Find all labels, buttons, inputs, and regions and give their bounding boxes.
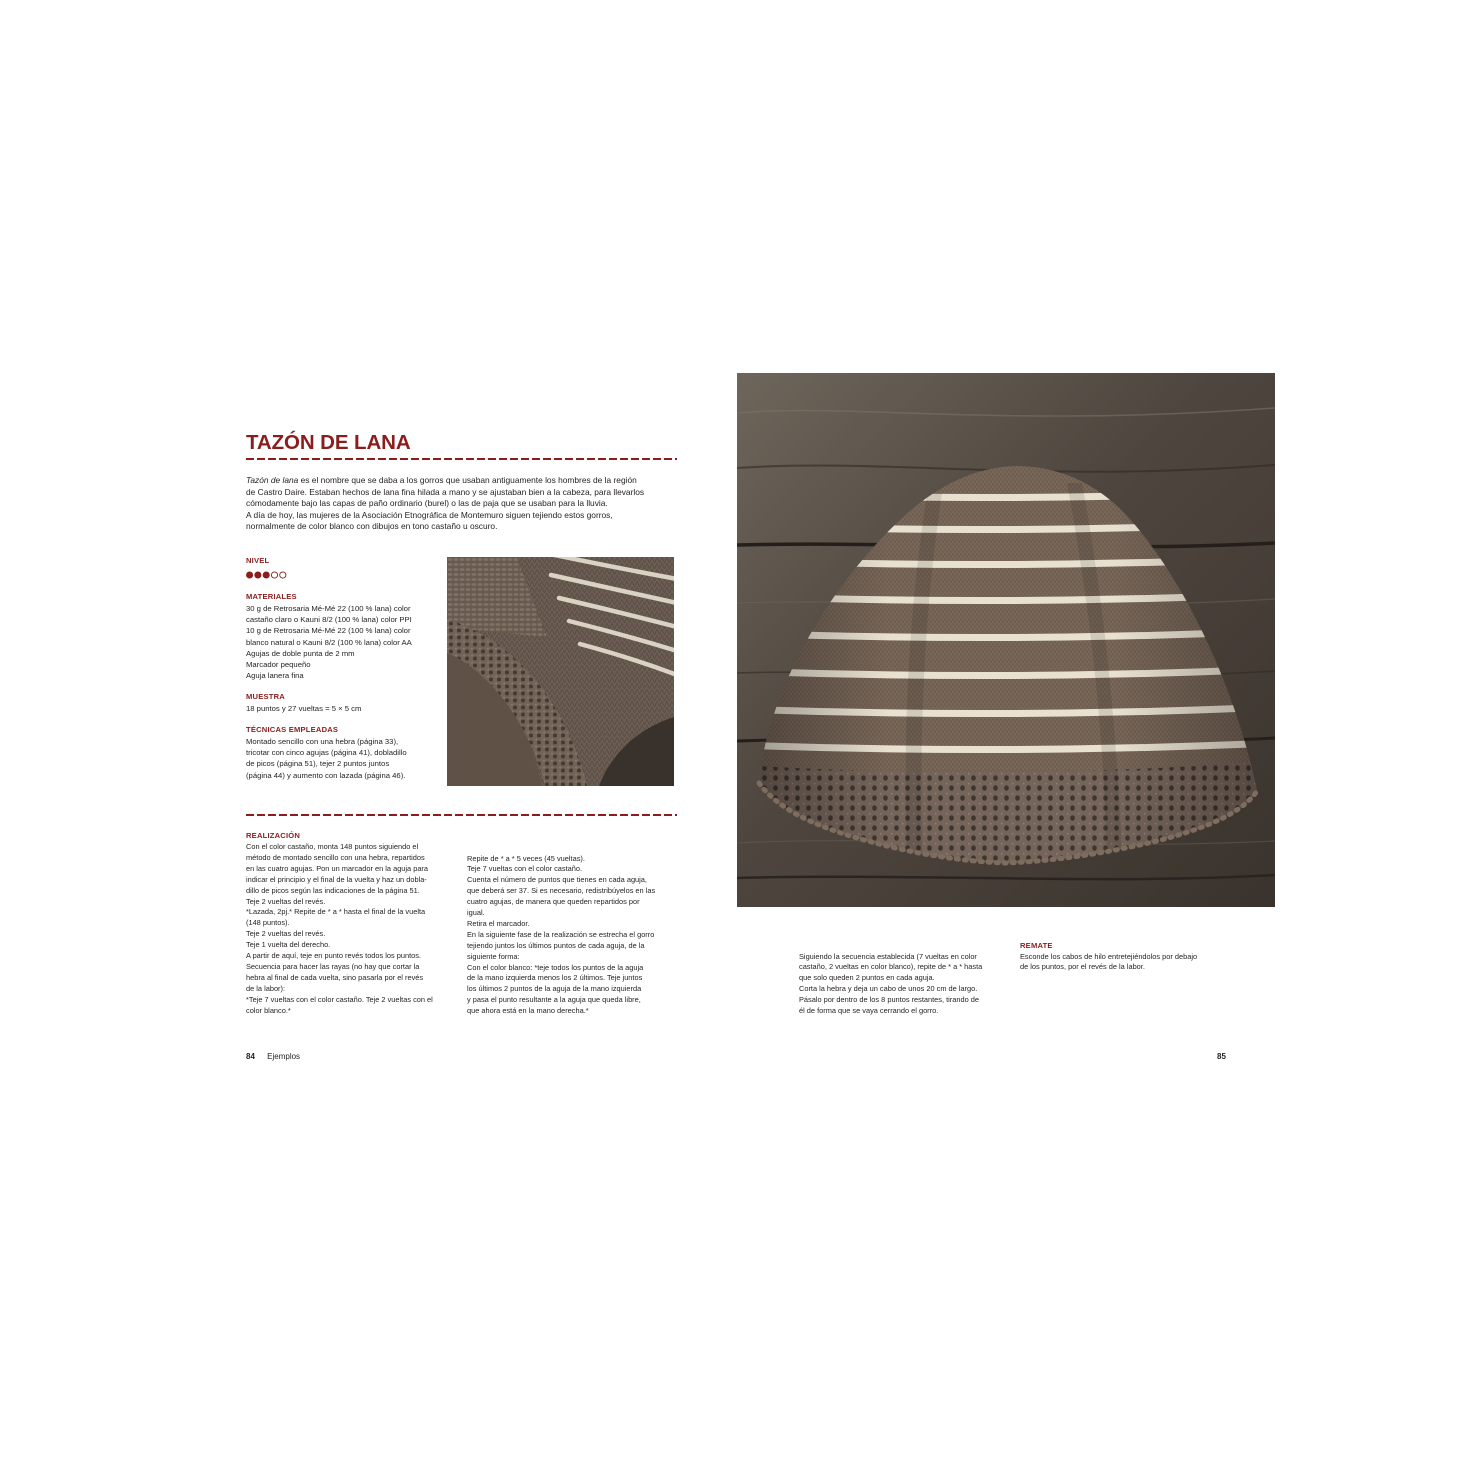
- finishing-line: Esconde los cabos de hilo entretejiéndolos por debajo: [1020, 951, 1198, 961]
- techniques-list: [246, 736, 441, 781]
- materials-line: blanco natural o Kauni 8/2 (100 % lana) color AA: [246, 637, 412, 647]
- intro-line: normalmente de color blanco con dibujos en tono castaño u oscuro.: [246, 521, 498, 532]
- instructions-line: Repite de * a * 5 veces (45 vueltas).: [467, 853, 585, 863]
- instructions-line: Cuenta el número de puntos que tienes en cada aguja,: [467, 875, 647, 885]
- title-divider: [246, 458, 677, 460]
- techniques-line: Montado sencillo con una hebra (página 33),: [246, 737, 399, 746]
- instructions-line: hebra al final de cada vuelta, sino pasarla por el revés: [246, 972, 424, 982]
- instructions-line: que ahora está en la mano derecha.*: [467, 1006, 589, 1016]
- instructions-line: él de forma que se vaya cerrando el gorro.: [799, 1006, 939, 1016]
- left-page-footer: [246, 1052, 300, 1062]
- instructions-line: los últimos 2 puntos de la aguja de la mano izquierda: [467, 984, 642, 994]
- instructions-line: Teje 2 vueltas del revés.: [246, 896, 326, 906]
- materials-label: MATERIALES: [246, 592, 297, 601]
- finishing-line: de los puntos, por el revés de la labor.: [1020, 962, 1145, 972]
- right-page-footer: [1217, 1052, 1226, 1062]
- page-number: 84: [246, 1052, 255, 1061]
- instructions-line: que solo queden 2 puntos en cada aguja.: [799, 973, 935, 983]
- materials-line: castaño claro o Kauni 8/2 (100 % lana) color PPI: [246, 615, 412, 625]
- level-label: NIVEL: [246, 556, 270, 565]
- level-dot: [255, 572, 261, 578]
- instructions-line: de la labor):: [246, 983, 286, 993]
- materials-line: Agujas de doble punta de 2 mm: [246, 648, 355, 658]
- techniques-line: (página 44) y aumento con lazada (página 46).: [246, 770, 406, 780]
- intro-line-text: es el nombre que se daba a los gorros que usaban antiguamente los hombres de la región: [298, 475, 637, 485]
- hat-detail-photo: [447, 557, 674, 786]
- instructions-line: en las cuatro agujas. Pon un marcador en la aguja para: [246, 863, 429, 873]
- instructions-column-1: [246, 842, 456, 1017]
- intro-line: cómodamente bajo las capas de paño ordinario (burel) o las de paja que se usaban para la lluvia.: [246, 498, 608, 509]
- materials-list: [246, 603, 441, 681]
- instructions-line: castaño, 2 vueltas en color blanco), repite de * a * hasta: [799, 962, 983, 972]
- instructions-line: método de montado sencillo con una hebra, repartidos: [246, 852, 425, 862]
- techniques-line: de picos (página 51), tejer 2 puntos juntos: [246, 759, 390, 769]
- instructions-line: que deberá ser 37. Si es necesario, redistribúyelos en las: [467, 886, 656, 896]
- sample-label: MUESTRA: [246, 692, 285, 701]
- instructions-line: (148 puntos).: [246, 918, 290, 928]
- materials-line: Marcador pequeño: [246, 660, 311, 670]
- photo-shade: [447, 557, 674, 786]
- instructions-line: indicar el principio y el final de la vuelta y haz un dobla-: [246, 874, 427, 884]
- instructions-line: *Teje 7 vueltas con el color castaño. Teje 2 vueltas con el: [246, 994, 433, 1004]
- intro-lead-italic: Tazón de lana: [246, 475, 299, 485]
- running-section-title: Ejemplos: [267, 1052, 301, 1061]
- instructions-line: Secuencia para hacer las rayas (no hay que cortar la: [246, 961, 420, 971]
- instructions-line: En la siguiente fase de la realización se estrecha el gorro: [467, 929, 655, 939]
- instructions-line: de la mano izquierda menos los 2 últimos. Teje juntos: [467, 973, 643, 983]
- instructions-line: Retira el marcador.: [467, 918, 530, 928]
- instructions-line: Con el color blanco: *teje todos los puntos de la aguja: [467, 962, 644, 972]
- instructions-line: y pasa el punto resultante a la aguja que queda libre,: [467, 995, 641, 1005]
- instructions-line: Teje 7 vueltas con el color castaño.: [467, 864, 583, 874]
- level-dot: [280, 572, 286, 578]
- intro-paragraph: [246, 475, 686, 533]
- materials-line: 10 g de Retrosaria Mé-Mé 22 (100 % lana) color: [246, 626, 411, 636]
- intro-line: [246, 475, 686, 487]
- techniques-line: tricotar con cinco agujas (página 41), dobladillo: [246, 748, 407, 758]
- instructions-line: dillo de picos según las indicaciones de la página 51.: [246, 885, 420, 895]
- pattern-title: TAZÓN DE LANA: [246, 431, 411, 454]
- intro-line: A día de hoy, las mujeres de la Asociación Etnográfica de Montemuro siguen tejiendo estos gorros,: [246, 509, 613, 520]
- page-number: 85: [1217, 1052, 1226, 1061]
- level-dot: [271, 572, 277, 578]
- instructions-line: color blanco.*: [246, 1005, 291, 1015]
- instructions-label: REALIZACIÓN: [246, 831, 301, 840]
- materials-line: 30 g de Retrosaria Mé-Mé 22 (100 % lana) color: [246, 604, 411, 613]
- intro-line: de Castro Daire. Estaban hechos de lana fina hilada a mano y se ajustaban bien a la cabeza, para llevarlos: [246, 486, 645, 497]
- instructions-line: cuatro agujas, de manera que queden repartidos por: [467, 897, 640, 907]
- instructions-line: Siguiendo la secuencia establecida (7 vueltas en color: [799, 951, 977, 961]
- instructions-line: *Lazada, 2pj.* Repite de * a * hasta el final de la vuelta: [246, 907, 426, 917]
- sample-line: 18 puntos y 27 vueltas = 5 × 5 cm: [246, 704, 362, 713]
- instructions-continued: [799, 952, 1009, 1017]
- instructions-line: igual.: [467, 908, 485, 918]
- materials-line: Aguja lanera fina: [246, 671, 304, 681]
- sample-text: [246, 703, 441, 714]
- instructions-line: Teje 2 vueltas del revés.: [246, 929, 326, 939]
- instructions-line: siguiente forma:: [467, 951, 520, 961]
- level-dot: [247, 572, 253, 578]
- hat-photo: [737, 373, 1275, 907]
- section-divider: [246, 814, 677, 816]
- instructions-line: tejiendo juntos los últimos puntos de cada aguja, de la: [467, 940, 645, 950]
- level-dot: [263, 572, 269, 578]
- instructions-column-2: [467, 854, 677, 1018]
- instructions-line: Teje 1 vuelta del derecho.: [246, 940, 331, 950]
- instructions-line: Corta la hebra y deja un cabo de unos 20 cm de largo.: [799, 984, 978, 994]
- techniques-label: TÉCNICAS EMPLEADAS: [246, 725, 339, 734]
- instructions-line: Pásalo por dentro de los 8 puntos restantes, tirando de: [799, 995, 979, 1005]
- instructions-line: Con el color castaño, monta 148 puntos siguiendo el: [246, 842, 419, 851]
- level-rating: [246, 570, 290, 580]
- finishing-label: REMATE: [1020, 941, 1053, 950]
- instructions-line: A partir de aquí, teje en punto revés todos los puntos.: [246, 951, 422, 961]
- finishing-text: [1020, 952, 1230, 974]
